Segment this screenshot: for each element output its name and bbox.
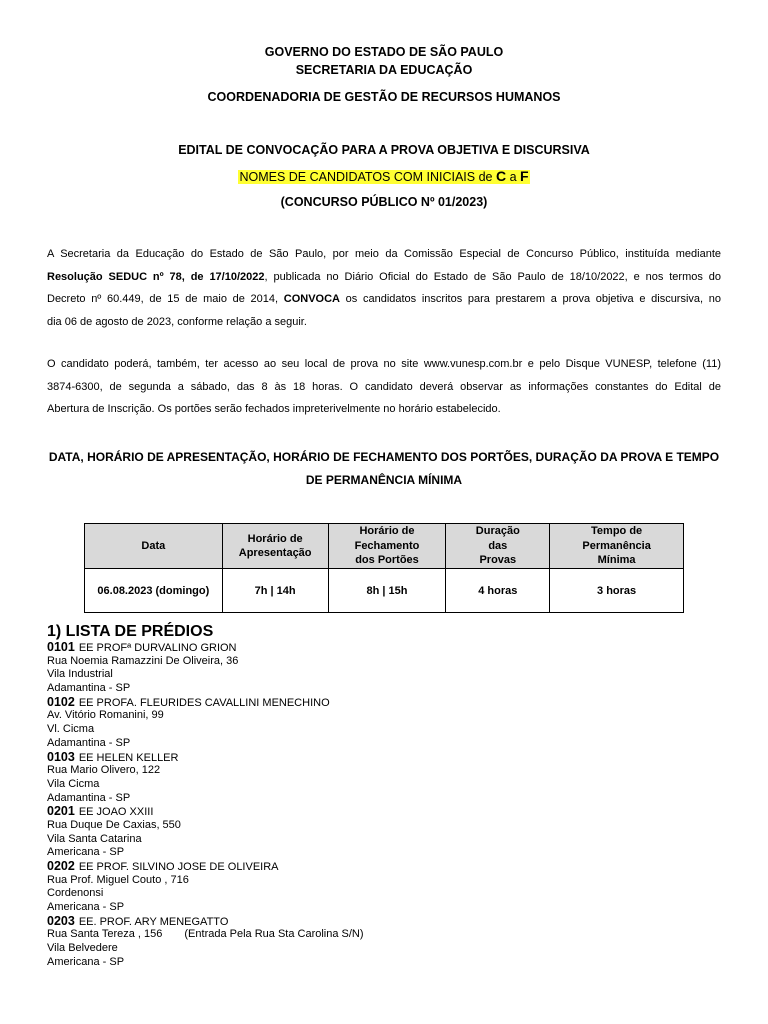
- header-text: Apresentação: [238, 547, 312, 559]
- building-name: EE PROFA. FLEURIDES CAVALLINI MENECHINO: [78, 696, 330, 709]
- building-address-line: [47, 655, 727, 669]
- building-entry: [47, 696, 727, 751]
- building-entry: [47, 915, 727, 970]
- header-text: das: [488, 539, 508, 552]
- header-text: Mínima: [597, 554, 636, 567]
- header-text: Permanência: [582, 539, 651, 552]
- building-code: 0203: [47, 913, 75, 928]
- col-header-arrival: [222, 524, 328, 569]
- initial-to: F: [520, 168, 529, 184]
- highlight-box: [238, 170, 529, 184]
- header-text: Fechamento: [354, 539, 420, 552]
- paragraph1-line1: A Secretaria da Educação do Estado de São Paulo, por meio da Comissão Especial de Concurso Público, instituída mediante: [47, 248, 721, 260]
- building-district: Vila Cicma: [47, 777, 100, 790]
- building-title-line: [47, 860, 727, 874]
- building-address-line: [47, 709, 727, 723]
- building-district: Vila Belvedere: [47, 942, 118, 955]
- paragraph2-line3: Abertura de Inscrição. Os portões serão fechados impreterivelmente no horário estabelecido.: [47, 403, 501, 415]
- building-district: Vl. Cicma: [47, 723, 95, 736]
- building-list: [47, 641, 727, 970]
- cell-gate-closing: 8h | 15h: [328, 569, 446, 613]
- building-name: EE JOAO XXIII: [78, 806, 154, 819]
- building-name: EE PROF. SILVINO JOSE DE OLIVEIRA: [78, 861, 279, 873]
- col-header-min-stay: [550, 524, 684, 569]
- building-name: EE PROFª DURVALINO GRION: [78, 642, 237, 654]
- building-city: Americana - SP: [47, 846, 125, 859]
- col-header-gate-closing: [328, 524, 446, 569]
- building-address-line: [47, 874, 727, 888]
- building-name: EE HELEN KELLER: [78, 751, 179, 764]
- schedule-heading-line1: DATA, HORÁRIO DE APRESENTAÇÃO, HORÁRIO DE FECHAMENTO DOS PORTÕES, DURAÇÃO DA PROVA E TEMPO: [48, 450, 720, 464]
- cell-date: 06.08.2023 (domingo): [85, 569, 223, 613]
- header-government: GOVERNO DO ESTADO DE SÃO PAULO: [264, 45, 504, 59]
- header-text: Horário de: [359, 525, 415, 538]
- paragraph1-line2: [47, 266, 721, 289]
- building-district: Vila Santa Catarina: [47, 832, 142, 845]
- paragraph2-line2: 3874-6300, de segunda a sábado, das 8 às 18 horas. O candidato deverá observar as informações constantes do Edital de: [47, 380, 721, 393]
- building-title-line: [47, 696, 727, 710]
- paragraph1-line3-pre: Decreto nº 60.449, de 15 de maio de 2014,: [47, 293, 284, 305]
- building-city: Adamantina - SP: [47, 791, 131, 804]
- building-title-line: [47, 641, 727, 655]
- cell-min-stay: 3 horas: [550, 569, 684, 613]
- header-text: Horário de: [247, 532, 303, 545]
- schedule-table: [84, 523, 684, 613]
- building-street: Rua Mario Olivero, 122: [47, 764, 161, 777]
- paragraph1-line2-rest: , publicada no Diário Oficial do Estado de São Paulo de 18/10/2022, e nos termos do: [264, 270, 721, 283]
- initial-from: C: [495, 168, 507, 184]
- building-city: Americana - SP: [47, 901, 125, 914]
- building-district: Cordenonsi: [47, 887, 104, 900]
- building-street: Av. Vitório Romanini, 99: [47, 709, 164, 722]
- paragraph1-line3: [47, 288, 721, 311]
- header-text: Data: [141, 539, 166, 552]
- building-entrance-note: (Entrada Pela Rua Sta Carolina S/N): [184, 928, 364, 941]
- building-title-line: [47, 751, 727, 765]
- building-address-line: [47, 819, 727, 833]
- building-entry: [47, 641, 727, 696]
- building-street: Rua Noemia Ramazzini De Oliveira, 36: [47, 654, 239, 667]
- building-street: Rua Prof. Miguel Couto , 716: [47, 873, 189, 886]
- schedule-header-row: [85, 524, 684, 569]
- paragraph1-line4: dia 06 de agosto de 2023, conforme relação a seguir.: [47, 315, 307, 328]
- building-entry: [47, 860, 727, 915]
- cell-arrival: 7h | 14h: [222, 569, 328, 613]
- schedule-heading-line2: DE PERMANÊNCIA MÍNIMA: [305, 473, 463, 487]
- header-secretariat: SECRETARIA DA EDUCAÇÃO: [295, 63, 473, 77]
- header-text: Provas: [479, 554, 517, 567]
- highlight-prefix: NOMES DE CANDIDATOS COM INICIAIS de: [239, 170, 496, 184]
- building-entry: [47, 751, 727, 806]
- building-city: Adamantina - SP: [47, 736, 131, 749]
- highlight-mid: a: [506, 170, 520, 184]
- building-entry: [47, 805, 727, 860]
- schedule-data-row: [85, 569, 684, 613]
- building-list-title: 1) LISTA DE PRÉDIOS: [47, 623, 214, 640]
- col-header-date: [85, 524, 223, 569]
- convoca-word: CONVOCA: [283, 293, 340, 305]
- building-city: Americana - SP: [47, 955, 125, 968]
- building-city: Adamantina - SP: [47, 682, 131, 695]
- building-code: 0101: [47, 640, 75, 654]
- header-text: Tempo de: [591, 525, 643, 538]
- building-title-line: [47, 915, 727, 929]
- building-code: 0202: [47, 859, 75, 873]
- building-title-line: [47, 805, 727, 819]
- paragraph1-line3-rest: os candidatos inscritos para prestarem a prova objetiva e discursiva, no: [340, 293, 722, 305]
- building-name: EE. PROF. ARY MENEGATTO: [78, 915, 229, 928]
- building-district: Vila Industrial: [47, 668, 113, 681]
- building-code: 0201: [47, 804, 75, 819]
- candidate-initials-highlight: [0, 169, 768, 185]
- cell-duration: 4 horas: [446, 569, 550, 613]
- building-code: 0102: [47, 694, 75, 709]
- building-code: 0103: [47, 749, 75, 764]
- header-text: Duração: [475, 525, 520, 538]
- building-street: Rua Duque De Caxias, 550: [47, 818, 181, 831]
- building-street: Rua Santa Tereza , 156: [47, 928, 163, 941]
- resolution-ref: Resolução SEDUC nº 78, de 17/10/2022: [47, 270, 265, 283]
- col-header-duration: [446, 524, 550, 569]
- concurso-number: (CONCURSO PÚBLICO Nº 01/2023): [280, 195, 488, 209]
- paragraph-access-info: [47, 353, 721, 421]
- paragraph-convocation: [47, 243, 721, 333]
- header-text: dos Portões: [355, 554, 419, 567]
- building-address-line: [47, 928, 727, 942]
- paragraph2-line1: O candidato poderá, também, ter acesso ao seu local de prova no site www.vunesp.com.br e pelo Disque VUNESP, telefone (11): [47, 358, 721, 370]
- header-coordination: COORDENADORIA DE GESTÃO DE RECURSOS HUMANOS: [207, 90, 561, 104]
- building-address-line: [47, 764, 727, 778]
- edital-title: EDITAL DE CONVOCAÇÃO PARA A PROVA OBJETIVA E DISCURSIVA: [178, 143, 590, 157]
